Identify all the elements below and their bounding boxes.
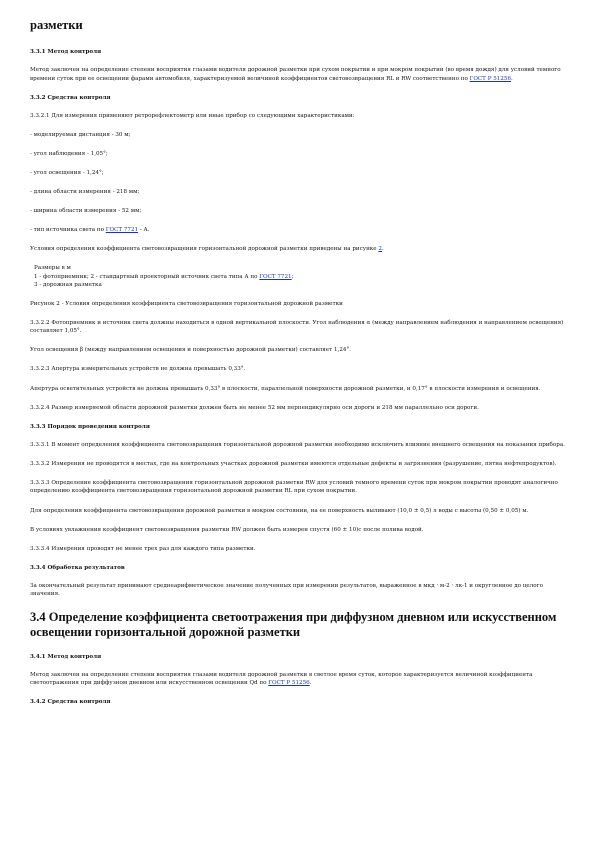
list-item: - угол освещения - 1,24°;: [30, 169, 104, 176]
figure-2-link[interactable]: 2: [378, 246, 382, 253]
paragraph-3-3-2-2: 3.3.2.2 Фотоприемник и источник света должны находиться в одной вертикальной плоскости. Угол наблюдения α (между направлением наблюдения и направлением освещения) составляет 1,05°.: [30, 319, 564, 335]
gost-7721-link[interactable]: ГОСТ 7721: [105, 227, 139, 234]
figure-caption: Рисунок 2 - Условия определения коэффициента световозвращения горизонтальной дорожной разметки: [30, 300, 343, 307]
paragraph-3-3-4-result: За окончательный результат принимают среднеарифметическое значение полученных при измерении результатов, выраженное в мкд · м-2 · лк-1 и округленное до целого значения.: [30, 582, 543, 598]
paragraph-3-3-3-3: 3.3.3.3 Определение коэффициента световозвращения горизонтальной дорожной разметки RW для условий темного времени суток при мокром покрытии проводят аналогично определению коэффициента световозвращения горизонтальной дорожной разметки RL при сухом покрытии.: [30, 479, 558, 495]
figure-legend: [34, 264, 570, 289]
figure-reference-paragraph: Условия определения коэффициента световозвращения горизонтальной дорожной разметки приведены на рисунке 2.: [30, 246, 384, 253]
paragraph-3-3-2-1: 3.3.2.1 Для измерения применяют ретрорефлектометр или иные прибор со следующими характеристиками:: [30, 112, 355, 119]
heading-3-4: 3.4 Определение коэффициента светоотражения при диффузном дневном или искусственном освещении горизонтальной дорожной разметки: [30, 609, 557, 640]
list-item: - длина области измерения - 218 мм;: [30, 189, 140, 196]
figure-legend-line: 3 - дорожная разметка: [34, 281, 102, 288]
section-3-3-1-text: Метод заключен на определение степени восприятия глазами водителя дорожной разметки при сухом покрытии и при мокром покрытии (во время дождя) для условий темного времени суток при ее освещении фарами автомобиля, характеризуемой величиной коэффициентов световозвращения RL и RW соответственно по ГОСТ Р 51256.: [30, 67, 561, 82]
paragraph-aperture: Апертура осветительных устройств не должна превышать 0,33° в плоскости, параллельной поверхности дорожной разметки, и 0,17° в плоскости измерения и освещения.: [30, 385, 541, 392]
list-item: - ширина области измерения - 52 мм;: [30, 208, 142, 215]
list-item: - угол наблюдения - 1,05°;: [30, 150, 108, 157]
heading-razmetki: разметки: [30, 18, 83, 32]
gost-7721-link[interactable]: ГОСТ 7721: [259, 273, 292, 280]
paragraph-3-3-3-1: 3.3.3.1 В момент определения коэффициента световозвращения горизонтальной дорожной разметки необходимо исключить влияние внешнего освещения на показания прибора.: [30, 441, 565, 448]
paragraph-3-3-2-3: 3.3.2.3 Апертура измерительных устройств не должна превышать 0,33°.: [30, 366, 246, 373]
section-3-4-2-title: 3.4.2 Средства контроля: [30, 699, 111, 706]
paragraph-3-3-3-2: 3.3.3.2 Измерения не проводятся в местах, где на контрольных участках дорожной разметки имеются отдельные дефекты и загрязнения (разрушение, пятна нефтепродуктов).: [30, 460, 557, 467]
list-item: - моделируемая дистанция - 30 м;: [30, 131, 131, 138]
paragraph-wet-measure: В условиях увлажнения коэффициент световозвращения разметки RW должен быть измерен спустя (60 ± 10)с после полива водой.: [30, 526, 424, 533]
list-item: - тип источника света по ГОСТ 7721 - А.: [30, 227, 150, 234]
paragraph-3-3-3-4: 3.3.3.4 Измерения проводят не менее трех раз для каждого типа разметки.: [30, 545, 256, 552]
section-3-3-2-title: 3.3.2 Средства контроля: [30, 94, 111, 101]
document-body: [30, 18, 570, 716]
section-3-4-1-title: 3.4.1 Метод контроля: [30, 653, 102, 660]
section-3-4-1-text: Метод заключен на определение степени восприятия глазами водителя дорожной разметки в светлое время суток, которое характеризуется величиной коэффициента светоотражения при диффузном дневном или искусственном освещении Qd по ГОСТ Р 51256.: [30, 671, 533, 687]
gost-r-51256-link[interactable]: ГОСТ Р 51256: [469, 75, 512, 82]
gost-r-51256-link[interactable]: ГОСТ Р 51256: [268, 680, 310, 687]
figure-units: Размеры в м: [34, 265, 71, 272]
paragraph-illumination-angle: Угол освещения β (между направлением освещения и поверхностью дорожной разметки) составляет 1,24°.: [30, 347, 352, 354]
paragraph-3-3-2-4: 3.3.2.4 Размер измеряемой области дорожной разметки должен быть не менее 52 мм перпендикулярно оси дороги и 218 мм параллельно оси дороги.: [30, 404, 479, 411]
figure-legend-line: 1 - фотоприемник; 2 - стандартный проекторный источник света типа А по ГОСТ 7721;: [34, 273, 294, 280]
section-3-3-1-title: 3.3.1 Метод контроля: [30, 49, 102, 55]
section-3-3-4-title: 3.3.4 Обработка результатов: [30, 564, 125, 571]
paragraph-water-volume: Для определения коэффициента световозвращения дорожной разметки в мокром состоянии, на ее поверхность выливают (10,0 ± 0,5) л воды с высоты (0,50 ± 0,05) м.: [30, 507, 529, 514]
section-3-3-3-title: 3.3.3 Порядок проведения контроля: [30, 423, 150, 430]
